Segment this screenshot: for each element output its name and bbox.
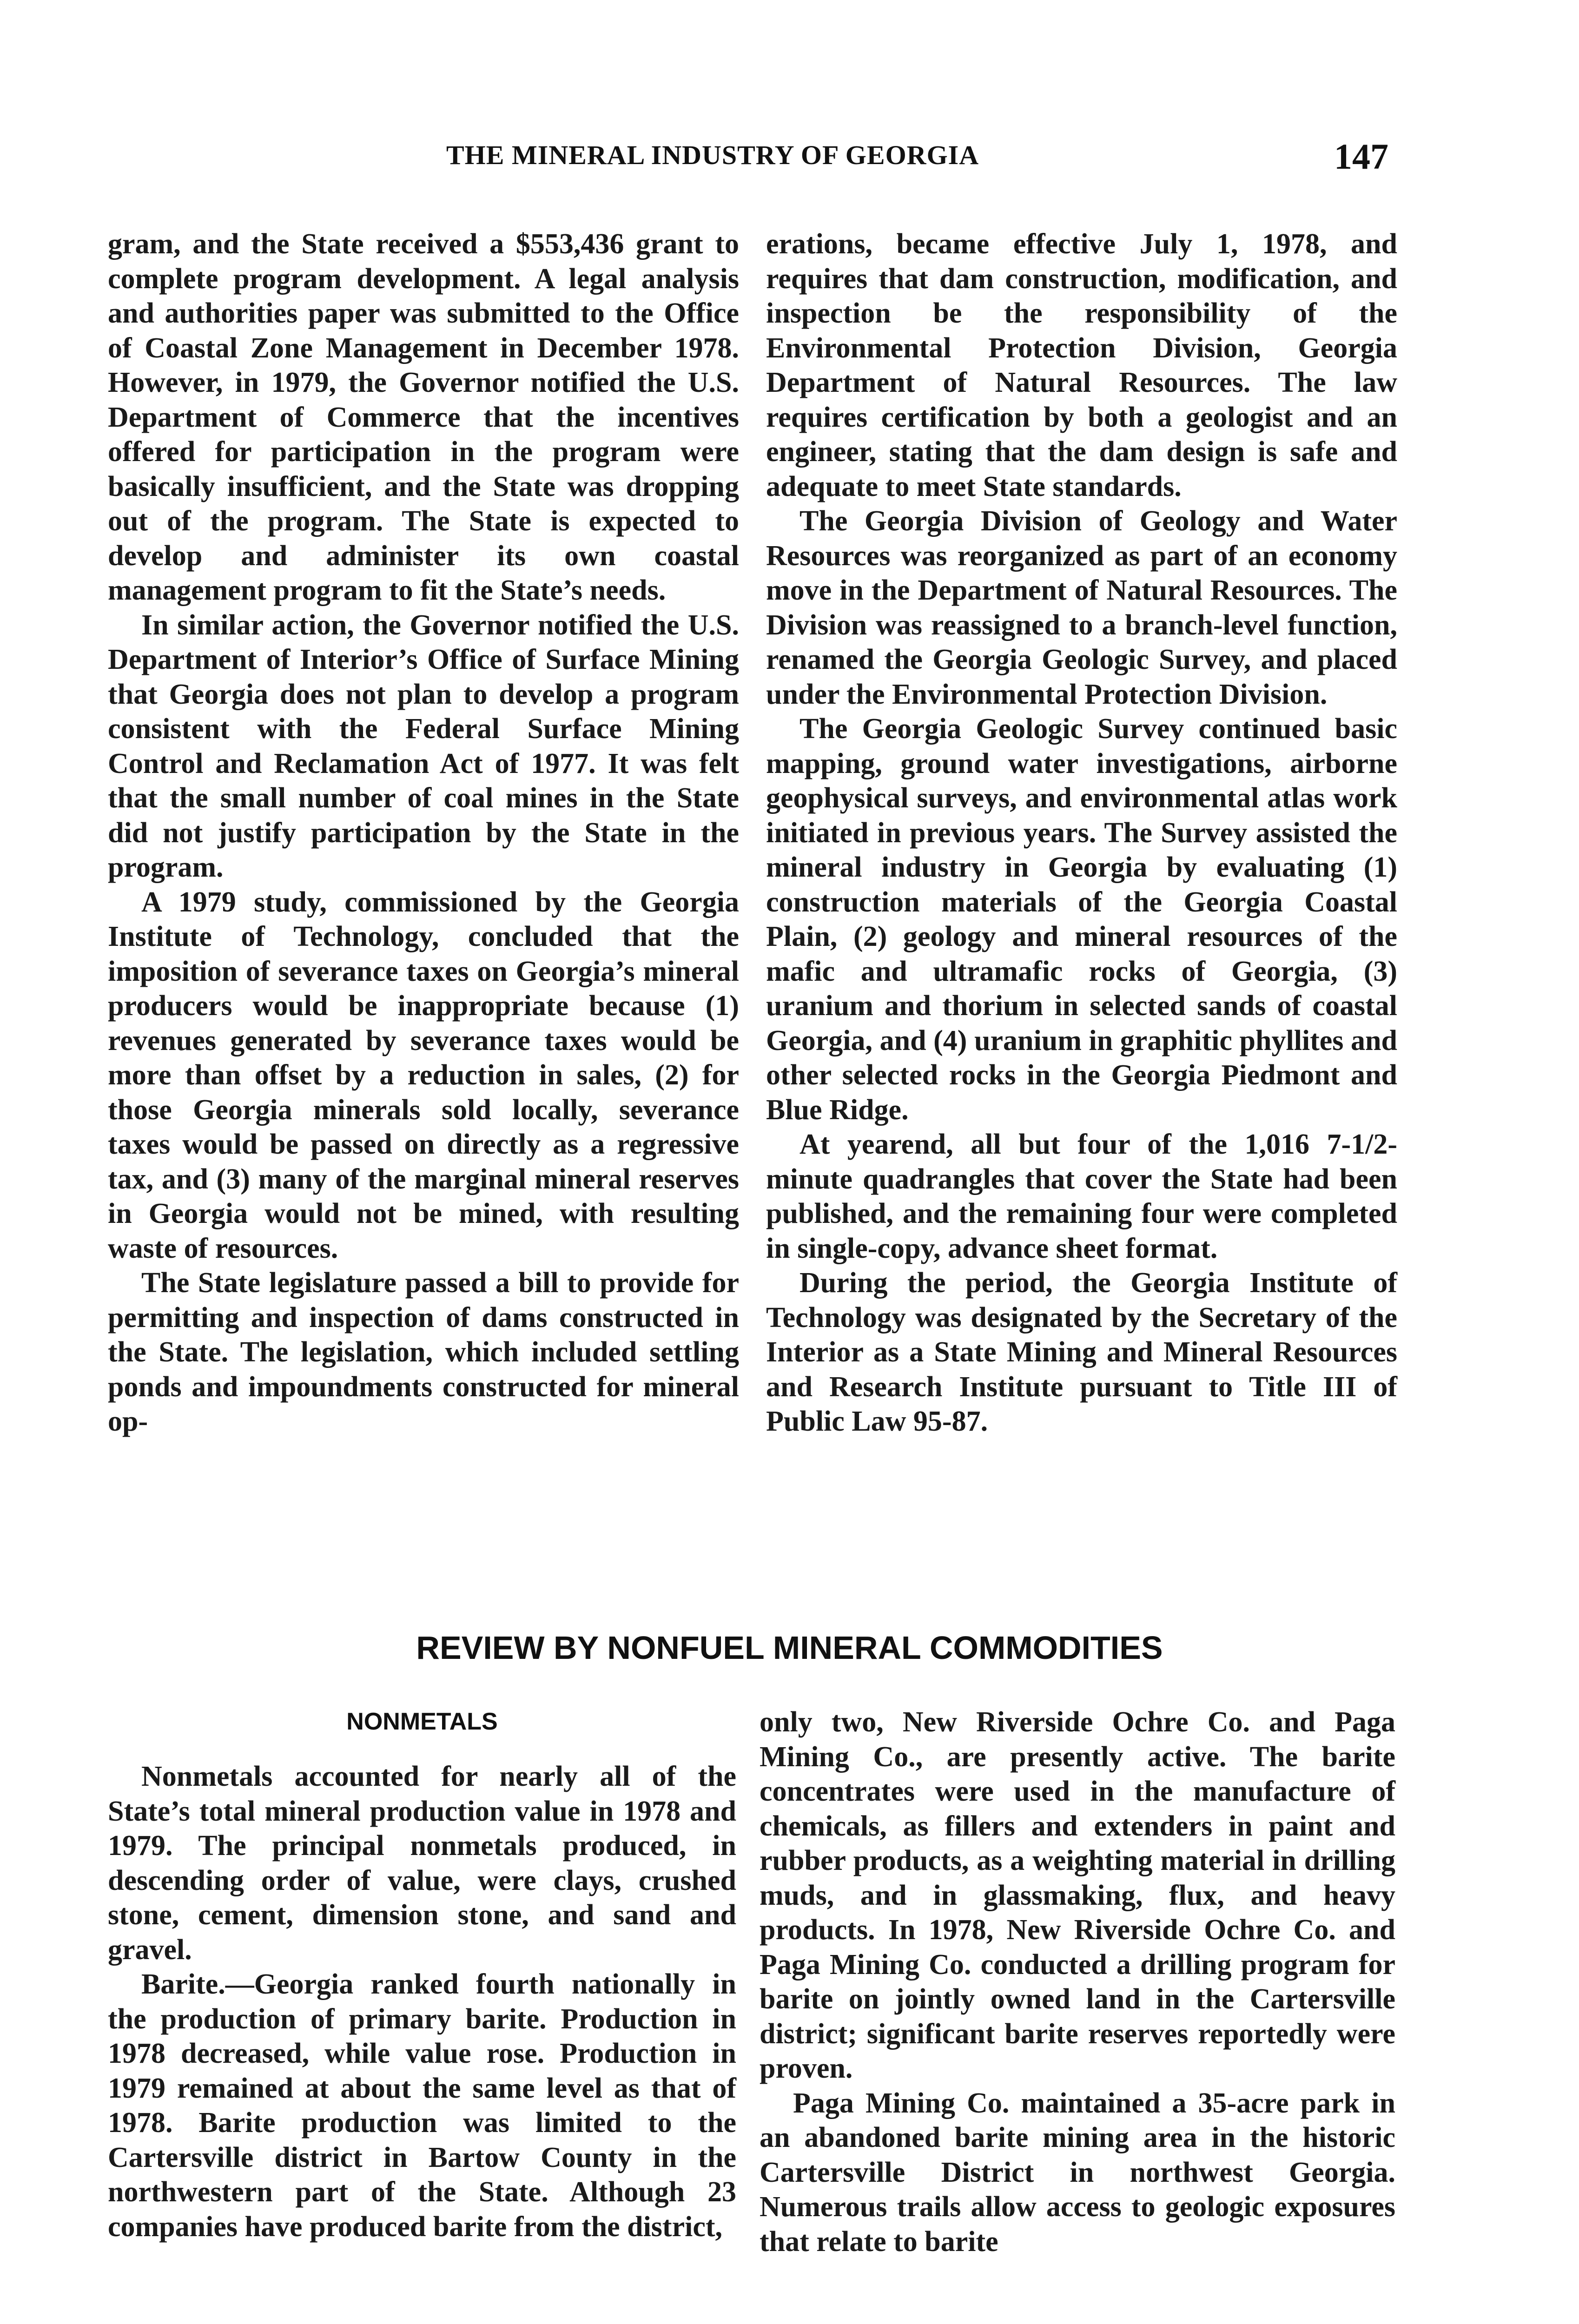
paragraph: During the period, the Georgia Institute of Technology was designated by the Secretary of the Interior as a State Mining and Mineral Resources and Research Institute pursuant to Title III of Public Law 95-87. <box>766 1267 1397 1437</box>
top-right-column <box>766 227 1397 1439</box>
paragraph: A 1979 study, commissioned by the Georgia Institute of Technology, concluded that the imposition of severance taxes on Georgia’s mineral producers would be inappropriate because (1) revenues generated by severance taxes would be more than offset by a reduction in sales, (2) for those Georgia minerals sold locally, severance taxes would be passed on directly as a regressive tax, and (3) many of the marginal mineral reserves in Georgia would not be mined, with resulting waste of resources. <box>108 886 739 1264</box>
paragraph: gram, and the State received a $553,436 grant to complete program development. A legal analysis and authorities paper was submitted to the Office of Coastal Zone Management in December 1978. However, in 1979, the Governor notified the U.S. Department of Commerce that the incentives offered for participation in the program were basically insufficient, and the State was dropping out of the program. The State is expected to develop and administer its own coastal management program to fit the State’s needs. <box>108 228 739 606</box>
paragraph: The Georgia Division of Geology and Water Resources was reorganized as part of an economy move in the Department of Natural Resources. The Division was reassigned to a branch-level function, renamed the Georgia Geologic Survey, and placed under the Environmental Protection Division. <box>766 505 1397 710</box>
paragraph: Paga Mining Co. maintained a 35-acre park in an abandoned barite mining area in the historic Cartersville District in northwest Georgia. Numerous trails allow access to geologic exposures that relate to barite <box>760 2087 1395 2258</box>
running-head: THE MINERAL INDUSTRY OF GEORGIA <box>446 140 979 170</box>
bottom-left-column <box>108 1759 736 2244</box>
paragraph: In similar action, the Governor notified the U.S. Department of Interior’s Office of Surface Mining that Georgia does not plan to develop a program consistent with the Federal Surface Mining Control and Reclamation Act of 1977. It was felt that the small number of coal mines in the State did not justify participation by the State in the program. <box>108 609 739 883</box>
barite-run-in-heading: Barite.— <box>141 1968 254 2000</box>
section-heading: REVIEW BY NONFUEL MINERAL COMMODITIES <box>416 1630 1163 1666</box>
subsection-heading: NONMETALS <box>346 1708 498 1735</box>
bottom-right-column <box>760 1705 1395 2259</box>
top-left-column <box>108 227 739 1439</box>
paragraph: only two, New Riverside Ochre Co. and Paga Mining Co., are presently active. The barite concentrates were used in the manufacture of chemicals, as fillers and extenders in paint and rubber products, as a weighting material in drilling muds, and in glassmaking, flux, and heavy products. In 1978, New Riverside Ochre Co. and Paga Mining Co. conducted a drilling program for barite on jointly owned land in the Cartersville district; significant barite reserves reportedly were proven. <box>760 1706 1395 2084</box>
paragraph: The Georgia Geologic Survey continued basic mapping, ground water investigations, airborne geophysical surveys, and environmental atlas work initiated in previous years. The Survey assisted the mineral industry in Georgia by evaluating (1) construction materials of the Georgia Coastal Plain, (2) geology and mineral resources of the mafic and ultramafic rocks of Georgia, (3) uranium and thorium in selected sands of coastal Georgia, and (4) uranium in graphitic phyllites and other selected rocks in the Georgia Piedmont and Blue Ridge. <box>766 713 1397 1126</box>
page-number: 147 <box>1334 136 1388 177</box>
paragraph: erations, became effective July 1, 1978, and requires that dam construction, modification, and inspection be the responsibility of the Environmental Protection Division, Georgia Department of Natural Resources. The law requires certification by both a geologist and an engineer, stating that the dam design is safe and adequate to meet State standards. <box>766 228 1397 502</box>
paragraph: The State legislature passed a bill to provide for permitting and inspection of dams constructed in the State. The legislation, which included settling ponds and impoundments constructed for mineral op- <box>108 1267 739 1437</box>
barite-text: Georgia ranked fourth nationally in the production of primary barite. Production in 1978 decreased, while value rose. Production in 1979 remained at about the same level as that of 1978. Barite production was limited to the Cartersville district in Bartow County in the northwestern part of the State. Although 23 companies have produced barite from the district, <box>108 1968 736 2243</box>
barite-paragraph <box>108 1967 736 2244</box>
paragraph: Nonmetals accounted for nearly all of the State’s total mineral production value in 1978 and 1979. The principal nonmetals produced, in descending order of value, were clays, crushed stone, cement, dimension stone, and sand and gravel. <box>108 1761 736 1966</box>
paragraph: At yearend, all but four of the 1,016 7-1/2-minute quadrangles that cover the State had been published, and the remaining four were completed in single-copy, advance sheet format. <box>766 1129 1397 1264</box>
